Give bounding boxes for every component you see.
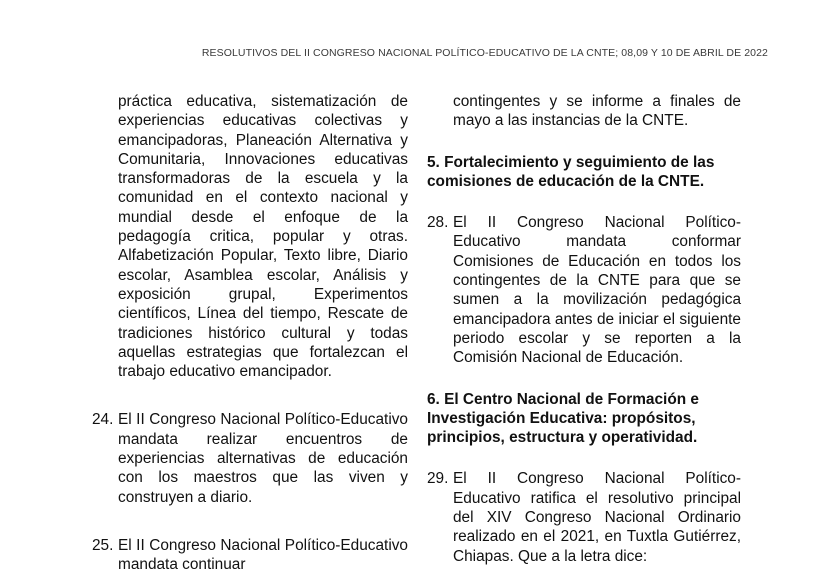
item-text: El II Congreso Nacional Político-Educativo mandata conformar Comisiones de Educación en todos los contingentes de la CNTE para que se sumen a la movilización pedagógica emancipadora antes de iniciar el siguiente periodo escolar y se reporten a la Comisión Nacional de Educación. (453, 214, 741, 367)
item-text: El II Congreso Nacional Político-Educativo mandata continuar (118, 536, 408, 574)
resolution-item-29 (427, 469, 741, 565)
resolution-item-28 (427, 213, 741, 367)
running-header: RESOLUTIVOS DEL II CONGRESO NACIONAL POLÍTICO-EDUCATIVO DE LA CNTE; 08,09 Y 10 DE ABRIL DE 2022 (201, 47, 768, 59)
item-text: El II Congreso Nacional Político-Educativo mandata realizar encuentros de experiencias alternativas de educación con los maestros que las viven y construyen a diario. (118, 411, 408, 506)
section-6-heading: 6. El Centro Nacional de Formación e Investigación Educativa: propósitos, principios, estructura y operatividad. (427, 390, 699, 447)
item-number: 25. (92, 536, 114, 554)
left-column (92, 92, 408, 575)
resolution-item-24 (92, 410, 408, 506)
item-number: 28. (427, 214, 449, 232)
continuation-paragraph: práctica educativa, sistematización de experiencias educativas colectivas y emancipadoras, Planeación Alternativa y Comunitaria, Innovaciones educativas transformadoras de la escuela y la comunidad en el contexto nacional y mundial desde el enfoque de la pedagogía critica, popular y otras. Alfabetización Popular, Texto libre, Diario escolar, Asamblea escolar, Análisis y exposición grupal, Experimentos científicos, Línea del tiempo, Rescate de tradiciones histórico cultural y todas aquellas estrategias que fortalezcan el trabajo educativo emancipador. (118, 93, 408, 381)
resolution-item-25 (92, 536, 408, 575)
right-column (427, 92, 741, 566)
section-5-heading: 5. Fortalecimiento y seguimiento de las comisiones de educación de la CNTE. (427, 153, 715, 190)
item-number: 29. (427, 470, 449, 488)
continuation-paragraph: contingentes y se informe a finales de mayo a las instancias de la CNTE. (453, 93, 741, 130)
item-text: El II Congreso Nacional Político-Educativo ratifica el resolutivo principal del XIV Congreso Nacional Ordinario realizado en el 2021, en Tuxtla Gutiérrez, Chiapas. Que a la letra dice: (453, 470, 741, 565)
item-number: 24. (92, 411, 114, 429)
